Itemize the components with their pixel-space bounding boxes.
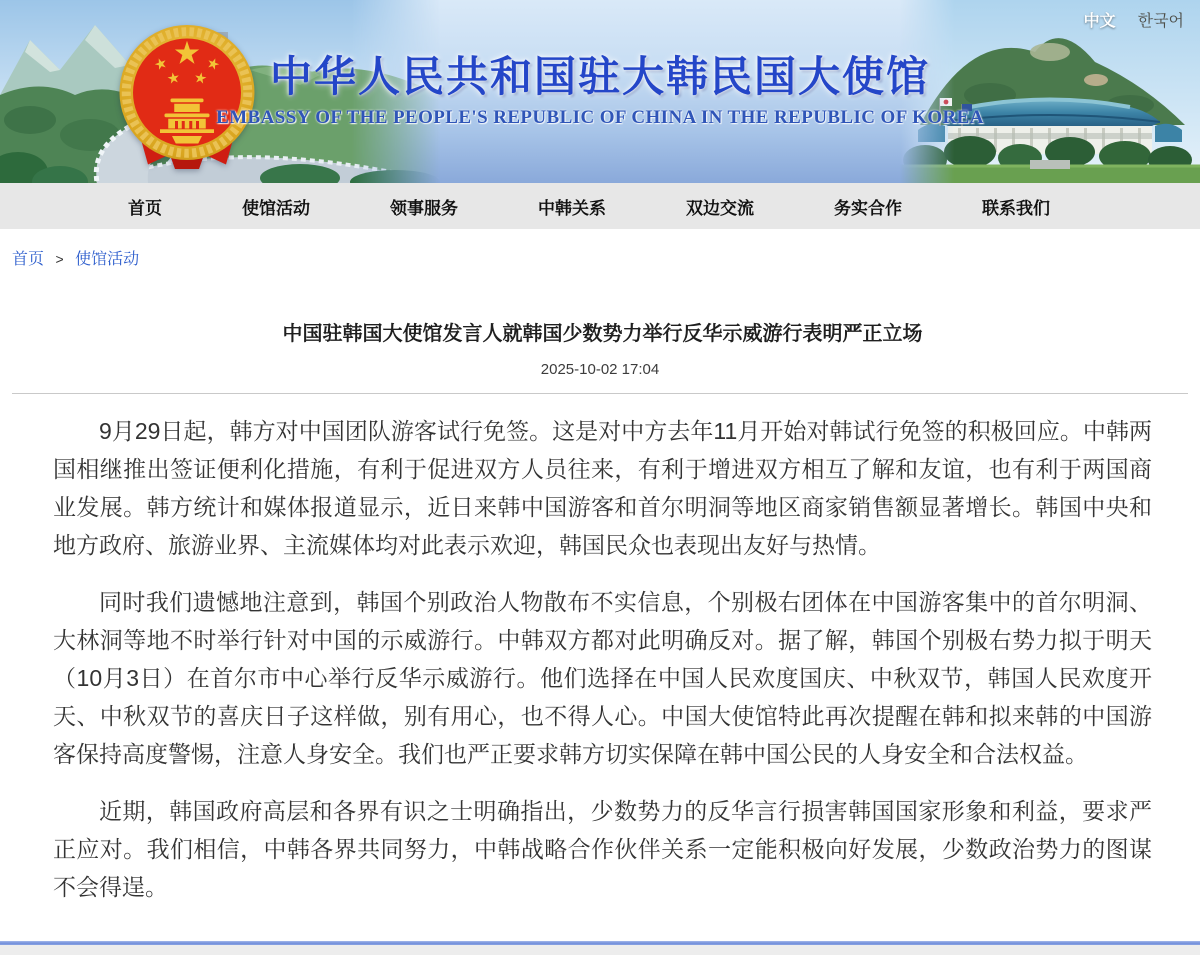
site-title-chinese: 中华人民共和国驻大韩民国大使馆: [269, 53, 931, 100]
article-title: 中国驻韩国大使馆发言人就韩国少数势力举行反华示威游行表明严正立场: [282, 323, 923, 345]
nav-item-embassy-events[interactable]: 使馆活动: [242, 198, 310, 218]
article-body: [53, 412, 1152, 906]
language-switcher: [1084, 8, 1184, 31]
lang-chinese-link[interactable]: 中文: [1083, 13, 1116, 30]
footer-background: [0, 945, 1200, 955]
lang-korean-link[interactable]: 한국어: [1137, 13, 1184, 30]
breadcrumb-section-link[interactable]: 使馆活动: [75, 251, 140, 268]
site-title-english: EMBASSY OF THE PEOPLE'S REPUBLIC OF CHINA IN THE REPUBLIC OF KOREA: [216, 107, 984, 128]
nav-item-practical-cooperation[interactable]: 务实合作: [834, 198, 902, 218]
site-title-block: [216, 44, 984, 129]
article-paragraph: 近期，韩国政府高层和各界有识之士明确指出，少数势力的反华言行损害韩国国家形象和利益，要求严正应对。我们相信，中韩各界共同努力，中韩战略合作伙伴关系一定能积极向好发展，少数政治势力的图谋不会得逞。: [53, 798, 1152, 900]
footer-bar: [0, 941, 1200, 955]
header-banner: [0, 0, 1200, 183]
breadcrumb-home-link[interactable]: 首页: [12, 251, 45, 268]
main-nav: [0, 183, 1200, 229]
nav-item-consular-services[interactable]: 领事服务: [390, 198, 458, 218]
title-divider: [12, 393, 1188, 394]
article-paragraph: 9月29日起，韩方对中国团队游客试行免签。这是对中方去年11月开始对韩试行免签的积极回应。中韩两国相继推出签证便利化措施，有利于促进双方人员往来，有利于增进双方相互了解和友谊，也有利于两国商业发展。韩方统计和媒体报道显示，近日来韩中国游客和首尔明洞等地区商家销售额显著增长。韩国中央和地方政府、旅游业界、主流媒体均对此表示欢迎，韩国民众也表现出友好与热情。: [53, 418, 1152, 558]
breadcrumb: [0, 229, 1200, 269]
nav-item-home[interactable]: 首页: [128, 198, 162, 218]
article-paragraph: 同时我们遗憾地注意到，韩国个别政治人物散布不实信息，个别极右团体在中国游客集中的首尔明洞、大林洞等地不时举行针对中国的示威游行。中韩双方都对此明确反对。据了解，韩国个别极右势力拟于明天（10月3日）在首尔市中心举行反华示威游行。他们选择在中国人民欢度国庆、中秋双节，韩国人民欢度开天、中秋双节的喜庆日子这样做，别有用心，也不得人心。中国大使馆特此再次提醒在韩和拟来韩的中国游客保持高度警惕，注意人身安全。我们也严正要求韩方切实保障在韩中国公民的人身安全和合法权益。: [53, 589, 1152, 767]
nav-item-bilateral-exchanges[interactable]: 双边交流: [686, 198, 754, 218]
nav-item-china-korea-relations[interactable]: 中韩关系: [538, 198, 606, 218]
article-date: 2025-10-02 17:04: [540, 361, 660, 378]
nav-item-contact-us[interactable]: 联系我们: [982, 198, 1050, 218]
article: [0, 319, 1200, 906]
breadcrumb-separator: >: [55, 251, 64, 267]
